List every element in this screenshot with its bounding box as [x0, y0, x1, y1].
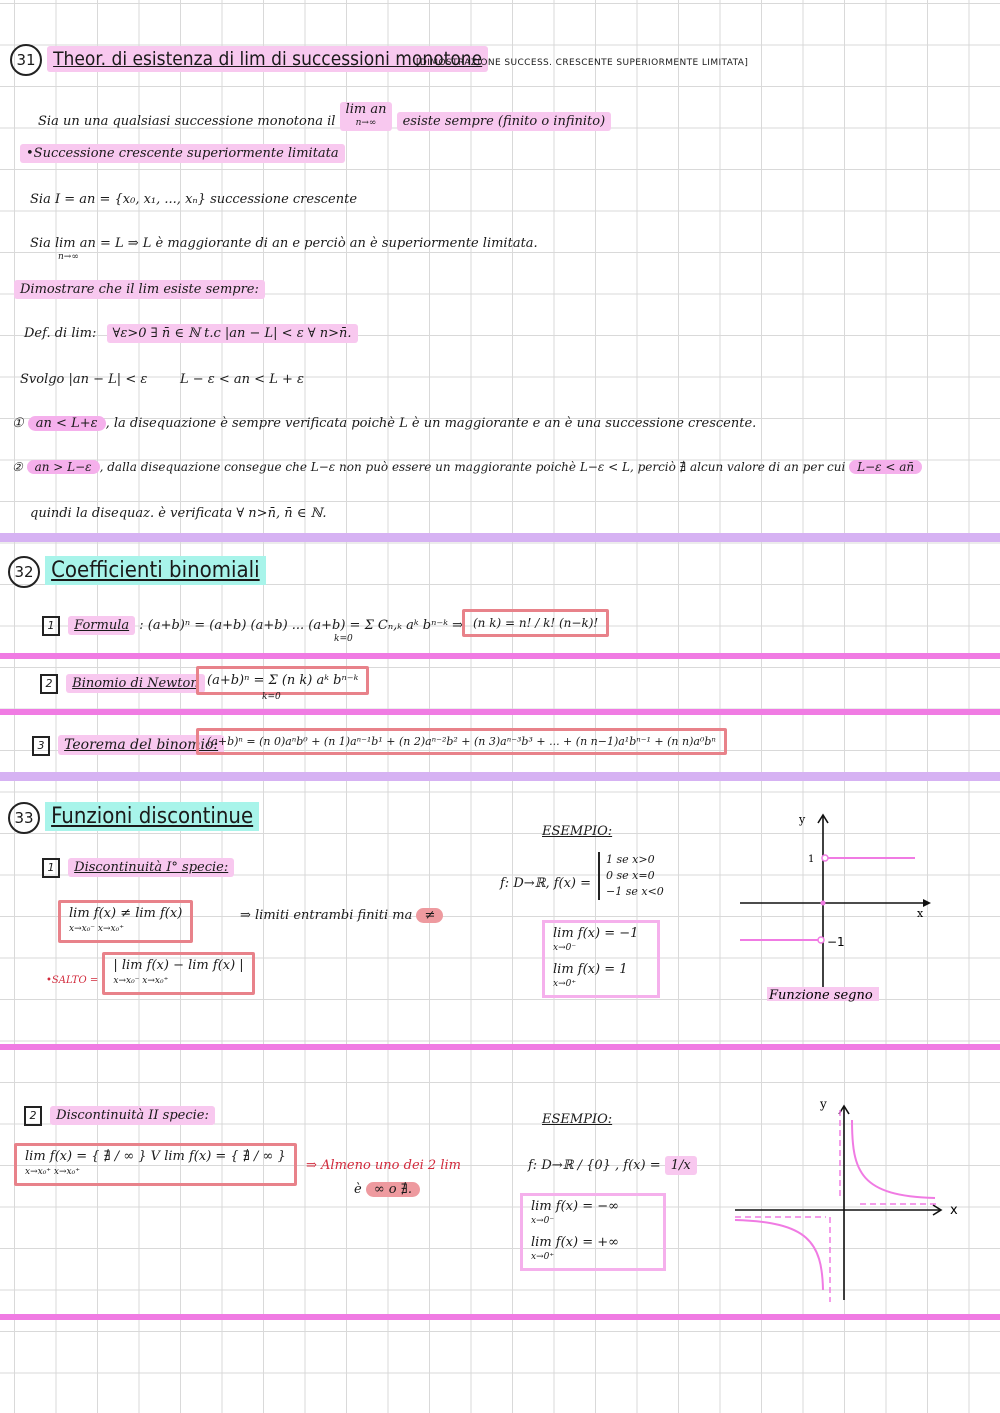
s33-ex2-title: ESEMPIO: — [542, 1112, 613, 1127]
graph1-origin-dot — [821, 901, 826, 906]
s31-line7b: L − ε < an < L + ε — [180, 372, 304, 387]
s32-title: Coefficienti binomiali — [45, 556, 266, 585]
graph2-positive-branch — [852, 1120, 935, 1198]
graph2-negative-branch — [735, 1220, 823, 1290]
s33-graph2 — [730, 1092, 970, 1304]
s33-ex2-def: f: D→ℝ / {0} , f(x) = 1/x — [528, 1158, 697, 1173]
graph1-open-dot-top — [822, 855, 828, 861]
graph1-open-dot-bottom — [818, 937, 824, 943]
s32-item1-box: (n k) = n! / k! (n−k)! — [462, 609, 609, 637]
s33-sub1-box: lim f(x) ≠ lim f(x) x→x₀⁻ x→x₀⁺ — [58, 900, 193, 943]
s33-ex2-lims: lim f(x) = −∞ x→0⁻ lim f(x) = +∞ x→0⁺ — [520, 1193, 666, 1271]
s31-line3: Sia I = an = {x₀, x₁, ..., xₙ} successione crescente — [30, 192, 358, 207]
s32-item1: 1 Formula : (a+b)ⁿ = (a+b) (a+b) ... (a+b) = Σ Cₙ,ₖ aᵏ bⁿ⁻ᵏ ⇒ — [42, 616, 463, 636]
graph1-label-1: 1 — [808, 854, 815, 865]
s33-graph1 — [735, 805, 935, 1005]
s33-sub2-arrow: ⇒ Almeno uno dei 2 lim — [306, 1158, 461, 1173]
s33-sub1-arrow: ⇒ limiti entrambi finiti ma ≠ — [240, 908, 443, 923]
section-divider-32b — [0, 709, 1000, 715]
case-2: 0 se x=0 — [606, 869, 655, 882]
s32-item3-box: (a+b)ⁿ = (n 0)aⁿb⁰ + (n 1)aⁿ⁻¹b¹ + (n 2)aⁿ⁻²b² + (n 3)aⁿ⁻³b³ + ... + (n n−1)a¹bⁿ⁻¹ + (n n)a⁰bⁿ — [196, 728, 727, 755]
s32-item2-box: (a+b)ⁿ = Σ (n k) aᵏ bⁿ⁻ᵏ — [196, 666, 369, 695]
graph2-y-label: y — [820, 1097, 827, 1111]
graph1-x-label: x — [917, 907, 924, 920]
s33-ex1-cases — [598, 852, 664, 900]
s33-ex1-def: f: D→ℝ, f(x) = — [500, 876, 592, 891]
graph2-x-label: x — [950, 1203, 958, 1218]
section-divider-33a — [0, 1044, 1000, 1050]
s31-line4-sub: n→∞ — [58, 252, 79, 262]
section-divider-32c — [0, 772, 1000, 781]
s33-sub2-end: è ∞ o ∄. — [354, 1182, 420, 1197]
s32-header — [8, 556, 266, 588]
case-1: 1 se x>0 — [606, 853, 655, 866]
s32-number: 32 — [8, 556, 40, 588]
s33-salto: •SALTO = | lim f(x) − lim f(x) | x→x₀⁻ x→x₀⁺ — [46, 952, 255, 995]
section-divider-31 — [0, 533, 1000, 542]
s33-sub2: 2 Discontinuità II specie: — [24, 1106, 215, 1126]
case-3: −1 se x<0 — [606, 885, 664, 898]
s31-line4: Sia lim an = L ⇒ L è maggiorante di an e perciò an è superiormente limitata. — [30, 236, 538, 251]
s31-line2: •Successione crescente superiormente limitata — [20, 146, 345, 161]
s32-item2-sum: k=0 — [262, 692, 281, 702]
graph1-x-arrow — [923, 899, 931, 907]
s31-line8: ① an < L+ε , la disequazione è sempre verificata poichè L è un maggiorante e an è una successione crescente. — [12, 416, 757, 431]
graph1-y-label: y — [799, 813, 806, 826]
s32-item1-sum: k=0 — [334, 634, 353, 644]
s33-header — [8, 802, 259, 834]
section-divider-32a — [0, 653, 1000, 659]
s31-number: 31 — [10, 44, 42, 76]
s33-number: 33 — [8, 802, 40, 834]
graph1-caption: Funzione segno — [769, 988, 873, 1003]
s31-bracket-note: [DIMOSTRAZIONE SUCCESS. CRESCENTE SUPERIORMENTE LIMITATA] — [416, 58, 749, 68]
s33-ex1-title: ESEMPIO: — [542, 824, 613, 839]
graph1-label-minus1: −1 — [827, 935, 845, 949]
s31-line1: Sia un una qualsiasi successione monotona il lim an n→∞ esiste sempre (finito o infinito) — [38, 102, 611, 131]
s33-ex1-lims: lim f(x) = −1 x→0⁻ lim f(x) = 1 x→0⁺ — [542, 920, 660, 998]
s32-item2: 2 Binomio di Newton — [40, 674, 205, 694]
s33-sub1: 1 Discontinuità I° specie: — [42, 858, 234, 878]
s31-line5: Dimostrare che il lim esiste sempre: — [14, 282, 265, 297]
s31-line7a: Svolgo |an − L| < ε — [20, 372, 148, 387]
s31-line10: quindi la disequaz. è verificata ∀ n>n̄, n̄ ∈ ℕ. — [30, 506, 327, 521]
s31-title: Theor. di esistenza di lim di successioni monotone — [47, 46, 488, 72]
s31-line6: Def. di lim: ∀ε>0 ∃ n̄ ∈ ℕ t.c |an − L| < ε ∀ n>n̄. — [24, 326, 358, 341]
s31-line9: ② an > L−ε , dalla disequazione consegue che L−ε non può essere un maggiorante poichè L−ε < L, perciò ∄ alcun valore di an per cui L−ε < an̄ — [12, 460, 922, 474]
s33-sub2-box: lim f(x) = { ∄ / ∞ } V lim f(x) = { ∄ / ∞ } x→x₀⁺ x→x₀⁺ — [14, 1143, 297, 1186]
section-divider-33b — [0, 1314, 1000, 1320]
s32-item3: 3 Teorema del binomio: — [32, 736, 224, 756]
s33-title: Funzioni discontinue — [45, 802, 259, 831]
